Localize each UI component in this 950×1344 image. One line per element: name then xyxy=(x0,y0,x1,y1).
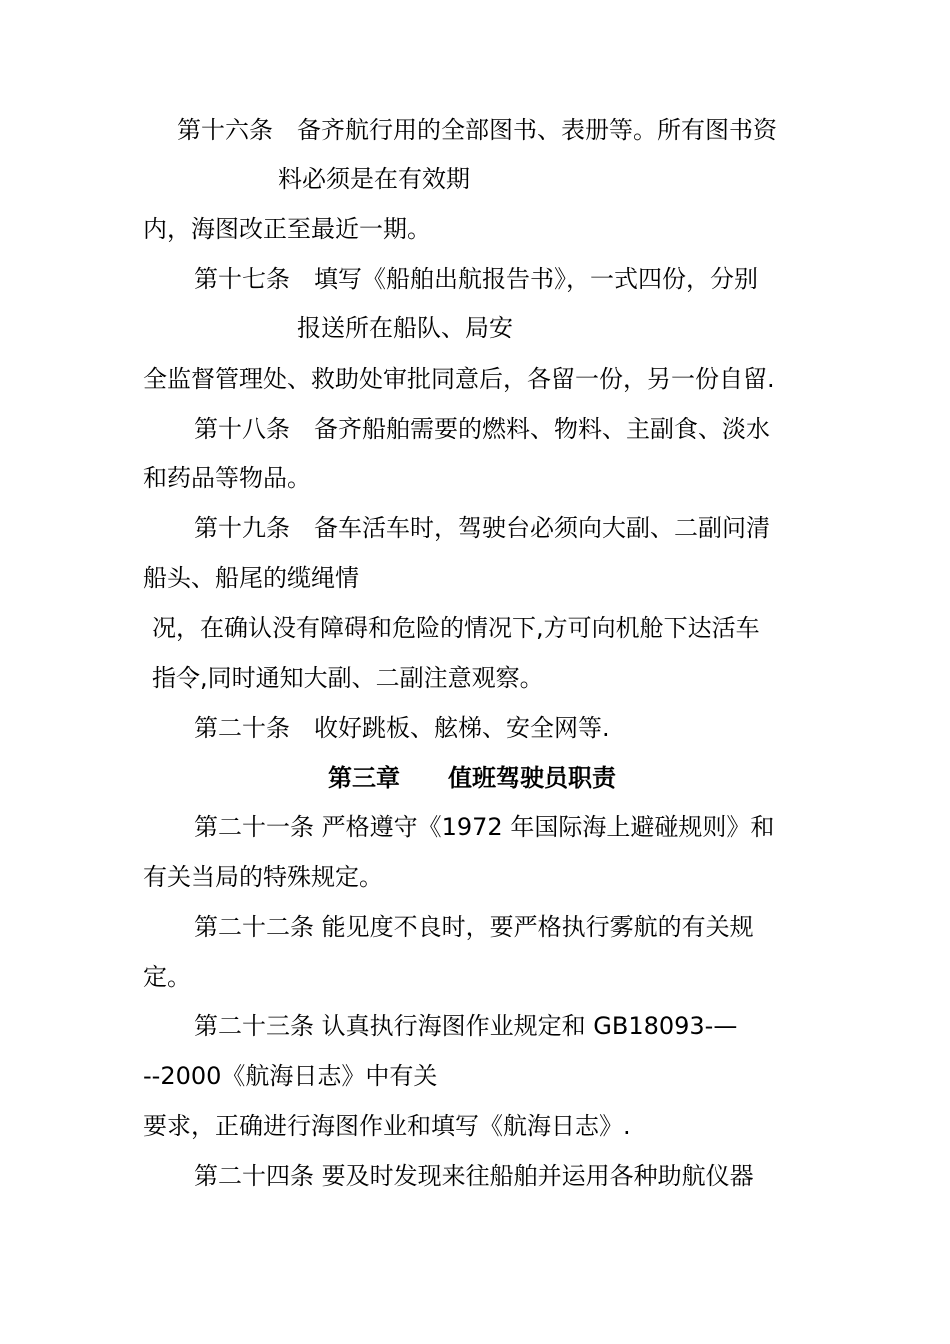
text-line: 内，海图改正至最近一期。 xyxy=(143,215,431,243)
text-line: 要求，正确进行海图作业和填写《航海日志》. xyxy=(143,1112,631,1140)
text-line: 料必须是在有效期 xyxy=(278,165,470,193)
text-line: 船头、船尾的缆绳情 xyxy=(143,564,359,592)
text-line: 第二十二条 能见度不良时，要严格执行雾航的有关规 xyxy=(194,913,754,941)
text-line: 第二十四条 要及时发现来往船舶并运用各种助航仪器 xyxy=(194,1162,754,1190)
text-line: 第十七条 填写《船舶出航报告书》，一式四份，分别 xyxy=(194,265,758,293)
text-line: 有关当局的特殊规定。 xyxy=(143,863,383,891)
text-line: 第二十条 收好跳板、舷梯、安全网等. xyxy=(194,714,610,742)
text-line: 全监督管理处、救助处审批同意后，各留一份，另一份自留. xyxy=(143,365,775,393)
text-line: --2000《航海日志》中有关 xyxy=(143,1062,438,1090)
text-line: 况，在确认没有障碍和危险的情况下,方可向机舱下达活车 xyxy=(152,614,760,642)
text-line: 和药品等物品。 xyxy=(143,464,311,492)
text-line: 指令,同时通知大副、二副注意观察。 xyxy=(152,664,544,692)
text-line: 第十八条 备齐船舶需要的燃料、物料、主副食、淡水 xyxy=(194,415,770,443)
text-line: 第二十一条 严格遵守《1972 年国际海上避碰规则》和 xyxy=(194,813,775,841)
text-line: 第二十三条 认真执行海图作业规定和 GB18093-— xyxy=(194,1012,738,1040)
text-line: 第十六条 备齐航行用的全部图书、表册等。所有图书资 xyxy=(177,116,777,144)
chapter-heading: 第三章 值班驾驶员职责 xyxy=(328,764,616,792)
text-line: 定。 xyxy=(143,963,191,991)
text-line: 报送所在船队、局安 xyxy=(297,314,513,342)
text-line: 第十九条 备车活车时，驾驶台必须向大副、二副问清 xyxy=(194,514,770,542)
